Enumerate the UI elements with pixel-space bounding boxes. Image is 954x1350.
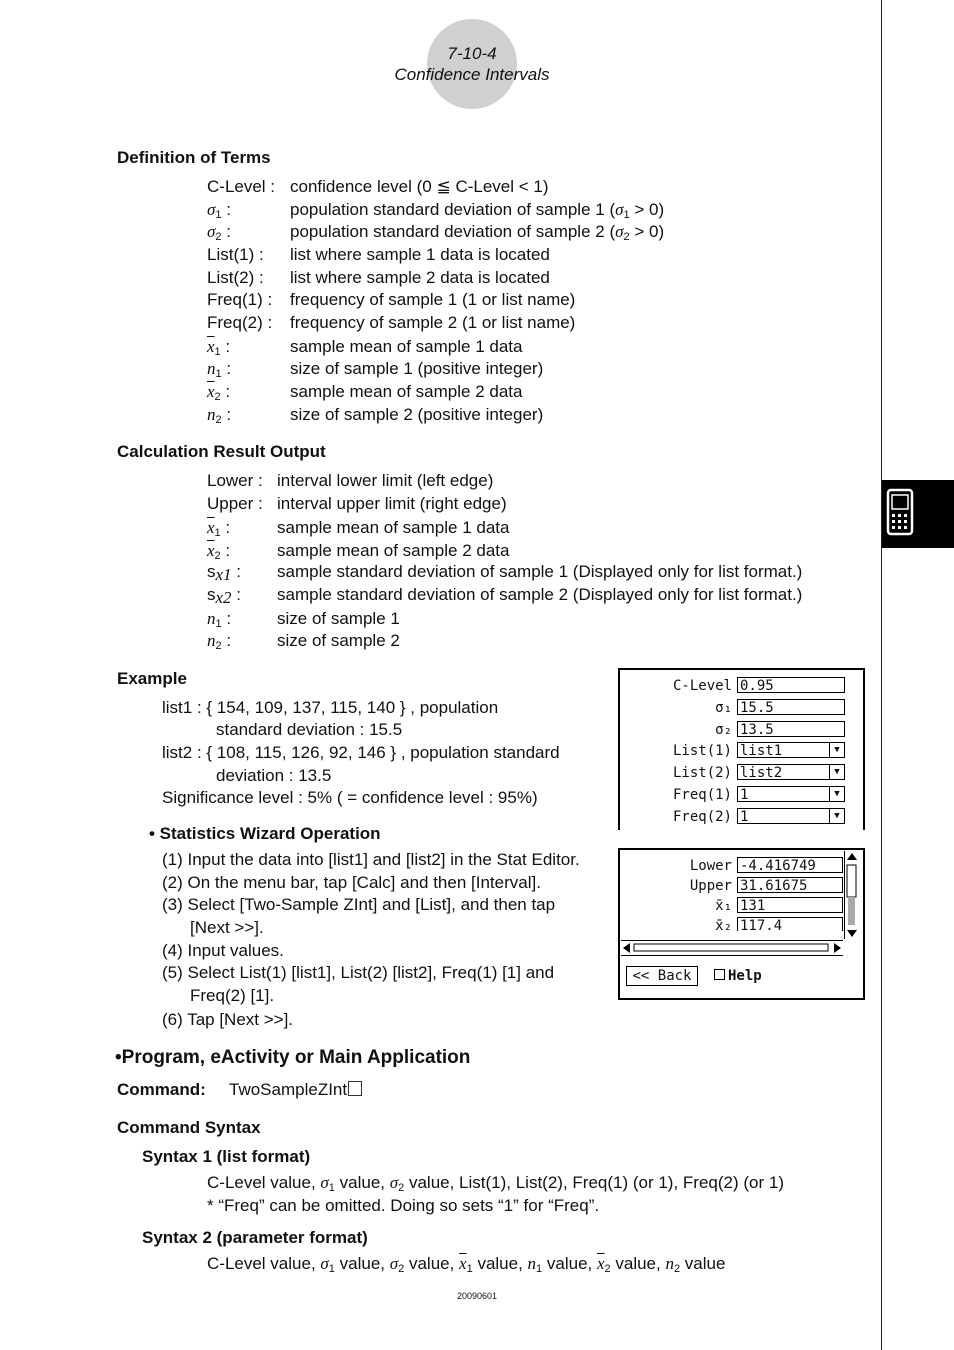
res-desc-sx1: sample standard deviation of sample 1 (Displayed only for list format.) [277, 562, 803, 581]
def-desc-n2: size of sample 2 (positive integer) [290, 405, 544, 424]
dropdown-arrow-icon[interactable]: ▼ [829, 787, 844, 801]
res-desc-xbar1: sample mean of sample 1 data [277, 518, 510, 537]
command-name: TwoSampleZInt [229, 1080, 362, 1100]
def-term-n2: $n_2$ : [207, 405, 232, 426]
example-line: standard deviation : 15.5 [216, 720, 403, 739]
syntax1-heading: Syntax 1 (list format) [142, 1147, 311, 1166]
header-circle [427, 19, 517, 109]
xbar1-value: 131 [737, 897, 843, 913]
xbar1-label: x̄₁ [715, 898, 732, 914]
chapter-tab [882, 480, 954, 548]
res-desc-upper: interval upper limit (right edge) [277, 494, 507, 513]
wizard-step: (1) Input the data into [list1] and [list2] in the Stat Editor. [162, 850, 580, 869]
example-line: list2 : { 108, 115, 126, 92, 146 } , population standard [162, 743, 560, 762]
syntax-heading: Command Syntax [117, 1118, 261, 1137]
res-desc-n2: size of sample 2 [277, 631, 400, 650]
def-term-sigma1: $\sigma_1$ : [207, 200, 231, 221]
result-screen [618, 848, 865, 1000]
footer-date: 20090601 [456, 1291, 498, 1301]
res-desc-sx2: sample standard deviation of sample 2 (Displayed only for list format.) [277, 585, 803, 604]
def-term-list2: List(2) : [207, 268, 264, 287]
dropdown-arrow-icon[interactable]: ▼ [829, 765, 844, 779]
list1-select[interactable] [737, 742, 845, 758]
syntax1-line: C-Level value, $\sigma_1$ value, $\sigma_2$ value, List(1), List(2), Freq(1) (or 1), Freq(2) (or 1) [207, 1173, 784, 1194]
section-title: Confidence Intervals [394, 65, 550, 84]
sigma1-field[interactable]: 15.5 [737, 699, 845, 715]
xbar2-label: x̄₂ [715, 918, 732, 934]
vertical-scrollbar[interactable] [844, 851, 859, 939]
res-term-sx2: $s_{x2}$ : [207, 585, 241, 607]
def-term-xbar2: $\overline{x}_2$ : [207, 382, 231, 403]
xbar2-value: 117.4 [737, 917, 843, 931]
example-line: Significance level : 5% ( = confidence level : 95%) [162, 788, 538, 807]
def-desc-clevel: confidence level (0 ≦ C-Level < 1) [290, 177, 549, 196]
res-desc-lower: interval lower limit (left edge) [277, 471, 494, 490]
dropdown-arrow-icon[interactable]: ▼ [829, 743, 844, 757]
syntax2-heading: Syntax 2 (parameter format) [142, 1228, 368, 1247]
clevel-label: C-Level [672, 678, 732, 694]
res-term-xbar2: $\overline{x}_2$ : [207, 541, 231, 562]
def-term-clevel: C-Level : [207, 177, 276, 196]
def-term-xbar1: $\overline{x}_1$ : [207, 337, 231, 358]
def-term-list1: List(1) : [207, 245, 264, 264]
sigma1-label: σ₁ [715, 700, 732, 716]
wizard-step: Freq(2) [1]. [190, 986, 275, 1005]
results-heading: Calculation Result Output [117, 442, 326, 461]
sigma2-label: σ₂ [715, 722, 732, 738]
list2-select[interactable] [737, 764, 845, 780]
wizard-step: (3) Select [Two-Sample ZInt] and [List], and then tap [162, 895, 556, 914]
syntax1-note: * “Freq” can be omitted. Doing so sets “1” for “Freq”. [207, 1196, 600, 1215]
dropdown-arrow-icon[interactable]: ▼ [829, 809, 844, 823]
back-button[interactable]: << Back [626, 966, 698, 986]
command-label: Command: [117, 1080, 206, 1099]
lower-label: Lower [689, 858, 732, 874]
definitions-heading: Definition of Terms [117, 148, 271, 167]
def-desc-sigma2: population standard deviation of sample 2 $(\sigma_2 > 0)$ [290, 222, 665, 243]
def-desc-xbar2: sample mean of sample 2 data [290, 382, 523, 401]
list1-value: list1 [740, 743, 783, 759]
syntax2-line: C-Level value, $\sigma_1$ value, $\sigma_2$ value, $\overline{x}_1$ value, $n_1$ value, $\overline{x}_2$ value, $n_2$ value [207, 1254, 726, 1275]
def-desc-xbar1: sample mean of sample 1 data [290, 337, 523, 356]
wizard-step: (4) Input values. [162, 941, 284, 960]
freq2-value: 1 [740, 809, 749, 825]
def-desc-n1: size of sample 1 (positive integer) [290, 359, 544, 378]
upper-label: Upper [689, 878, 732, 894]
wizard-step: [Next >>]. [190, 918, 264, 937]
page-number: 7-10-4 [447, 44, 497, 63]
wizard-step: (6) Tap [Next >>]. [162, 1010, 294, 1029]
calculator-icon [882, 480, 954, 548]
wizard-heading: • Statistics Wizard Operation [149, 824, 381, 843]
def-term-sigma2: $\sigma_2$ : [207, 222, 231, 243]
program-heading: •Program, eActivity or Main Application [115, 1047, 471, 1068]
sigma2-field[interactable]: 13.5 [737, 721, 845, 737]
res-desc-n1: size of sample 1 [277, 609, 400, 628]
wizard-step: (5) Select List(1) [list1], List(2) [list2], Freq(1) [1] and [162, 963, 555, 982]
def-desc-freq2: frequency of sample 2 (1 or list name) [290, 313, 576, 332]
space-box-icon [348, 1081, 362, 1096]
def-desc-freq1: frequency of sample 1 (1 or list name) [290, 290, 576, 309]
input-screen [618, 668, 865, 830]
res-term-xbar1: $\overline{x}_1$ : [207, 518, 231, 539]
horizontal-scrollbar[interactable] [621, 940, 843, 956]
res-term-sx1: $s_{x1}$ : [207, 562, 241, 584]
def-term-freq2: Freq(2) : [207, 313, 273, 332]
res-term-n2: $n_2$ : [207, 631, 232, 652]
freq1-select[interactable] [737, 786, 845, 802]
def-term-freq1: Freq(1) : [207, 290, 273, 309]
upper-value: 31.61675 [737, 877, 843, 893]
def-desc-list1: list where sample 1 data is located [290, 245, 550, 264]
help-label: Help [728, 968, 762, 984]
freq2-label: Freq(2) [672, 809, 732, 825]
checkbox-icon [714, 969, 725, 980]
example-line: list1 : { 154, 109, 137, 115, 140 } , population [162, 698, 499, 717]
freq2-select[interactable] [737, 808, 845, 824]
example-heading: Example [117, 669, 187, 688]
lower-value: -4.416749 [737, 857, 843, 873]
clevel-field[interactable]: 0.95 [737, 677, 845, 693]
list2-value: list2 [740, 765, 783, 781]
list2-label: List(2) [672, 765, 732, 781]
scrollbar-arrows-icon [845, 851, 859, 939]
res-desc-xbar2: sample mean of sample 2 data [277, 541, 510, 560]
def-desc-sigma1: population standard deviation of sample 1 $(\sigma_1 > 0)$ [290, 200, 665, 221]
def-desc-list2: list where sample 2 data is located [290, 268, 550, 287]
res-term-upper: Upper : [207, 494, 263, 513]
list1-label: List(1) [672, 743, 732, 759]
freq1-value: 1 [740, 787, 749, 803]
res-term-n1: $n_1$ : [207, 609, 232, 630]
hscroll-arrows-icon [621, 941, 843, 955]
help-checkbox[interactable] [714, 968, 762, 984]
example-line: deviation : 13.5 [216, 766, 332, 785]
res-term-lower: Lower : [207, 471, 263, 490]
freq1-label: Freq(1) [672, 787, 732, 803]
page-edge-line [881, 0, 882, 1350]
def-term-n1: $n_1$ : [207, 359, 232, 380]
wizard-step: (2) On the menu bar, tap [Calc] and then [Interval]. [162, 873, 541, 892]
